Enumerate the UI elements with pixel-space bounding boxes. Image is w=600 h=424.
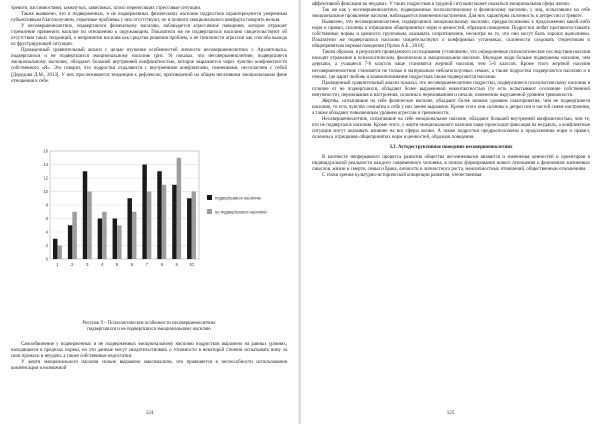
left-page-text-top xyxy=(11,6,287,85)
x-tick-label: 4 xyxy=(100,262,104,267)
x-tick-label: 6 xyxy=(130,262,134,267)
x-tick-label: 9 xyxy=(175,262,178,267)
x-tick-label: 8 xyxy=(160,262,163,267)
paragraph: Таким образом, в результате проведенного исследования установлено, что определенные психологические последствия насилия находят отражение в психологическом, физическом и эмоциональном насилии. Молодые люди больше подвержены насилию, чем девушки, а учащиеся 7-8 классов чаще становятся жертвой насилия, чем 5-6 классов. Кроме этого жертвой насилия несовершеннолетние становятся не только в материально неблагополучных семьях, а также подростки подвергаются насилию и в семьях, где царит любовь и взаимопонимание подростков также подвергаются насилию. xyxy=(312,50,590,80)
paragraph: Так же как у несовершеннолетних, подверженных психологическому и физическому насилию, у лиц, испытавших на себе эмоциональное проявление насилия, наблюдаются изменения настроения. Для них характерна склонность к депрессии и тревоге. xyxy=(312,8,590,20)
bar-not-abused xyxy=(147,192,151,260)
bar-not-abused xyxy=(177,158,181,259)
left-page xyxy=(0,0,299,424)
legend-label: не подвергшиеся насилию xyxy=(215,209,267,215)
y-tick-label: 4 xyxy=(45,229,48,235)
y-tick-label: 14 xyxy=(43,162,48,167)
paragraph: Также выявлено, что и подверженных, и не подверженных физическому насилию подростков характеризуются умеренным субъективным благополучием, серьезные проблемы у них отсутствуют, но и полного эмоционального комфорта говорить нельзя. xyxy=(11,12,287,24)
bar-not-abused xyxy=(132,212,136,259)
y-tick-label: 8 xyxy=(45,202,48,208)
caption-line-2: подвергшихся и не подвергшихся эмоциональному насилию xyxy=(87,327,211,332)
paragraph: тревоги, пассивностями, замкнутых, зависимых, плохо переносящих стрессовые ситуации. xyxy=(11,6,202,11)
bar-not-abused xyxy=(87,192,91,260)
bar-abused xyxy=(127,198,131,259)
paragraph: Несовершеннолетние, испытавшие на себе эмоциональное насилие, обладают большей внутренней конфликтностью, чем те, кто не подвергался насилию. Кроме этого, у жертв эмоционального насилия чаще происходит фиксация на неудачах, а конфликтные ситуации могут оказывать влияние на все сферы жизни. А также подростки предрасположены к продолжению норм и правил, склонны к отрицанию общепринятых норм и ценностей, образцов поведения. xyxy=(312,116,590,141)
x-tick-label: 5 xyxy=(115,262,119,267)
x-tick-label: 2 xyxy=(71,262,74,267)
y-tick-label: 6 xyxy=(45,216,48,221)
left-page-text-bottom xyxy=(11,342,287,372)
y-tick-label: 16 xyxy=(43,148,48,154)
y-tick-label: 10 xyxy=(43,189,48,194)
bar-abused xyxy=(98,219,102,260)
figure-caption xyxy=(20,321,278,333)
bar-abused xyxy=(187,198,191,259)
paragraph: Жертвы, испытавшие на себе физическое насилие, обладают более низким уровнем самопринятия, чем не подвергшиеся насилию, то есть чувство симпатии к себе у них менее выражено. Кроме этого они склонны к депрессии и частой смене настроения, а также обладают повышенным уровнем агрессии и тревожности. xyxy=(312,98,590,116)
x-tick-label: 10 xyxy=(189,262,194,267)
bar-abused xyxy=(68,225,72,259)
x-tick-label: 7 xyxy=(145,262,149,267)
bar-not-abused xyxy=(162,185,166,259)
bar-abused xyxy=(142,165,146,260)
bar-not-abused xyxy=(102,212,106,259)
x-tick-label: 1 xyxy=(56,262,59,267)
page-number-right: 125 xyxy=(446,411,455,416)
y-tick-label: 12 xyxy=(43,175,48,181)
paragraph: У жертв эмоционального насилия сильно выражено максимализм, что проявляется в неспособности использования компенсации и возможной xyxy=(11,360,287,372)
right-page xyxy=(301,0,600,424)
bar-not-abused xyxy=(192,192,196,260)
bar-abused xyxy=(172,185,176,259)
caption-line-1: Рисунок 9 – Психологические особенности несовершеннолетних xyxy=(82,321,216,326)
legend-swatch xyxy=(207,209,212,214)
legend-swatch xyxy=(207,195,212,200)
paragraph: У несовершеннолетних, подвергшихся физическому насилию, наблюдается агрессивное поведение, которое отражает стремление применять насилие по отношению к окружающим. Показатели же не подвергшихся насилию свидетельствуют об отсутствии таких тенденций, о непринятии насилия как средства решения проблем, о не типичности агрессии как способа выхода из фрустрирующей ситуации. xyxy=(11,24,287,48)
page-number-left: 124 xyxy=(145,411,154,416)
bar-chart xyxy=(36,146,269,271)
bar-abused xyxy=(157,171,161,259)
legend-label: подвергшиеся насилию xyxy=(215,195,261,201)
y-tick-label: 0 xyxy=(45,256,48,262)
paragraph: В контексте непрерывного процесса развития общества несомненными являются и изменения ценностей и ориентиров в индивидуальной реальности каждого современного человека, в поиске формирования нового отношения к феноменам жизненных смыслов, жизни и смерти, семьи и брака, личности и личностного роста, межличностных отношений, общественным отношениям. xyxy=(312,155,590,173)
bar-not-abused xyxy=(57,246,61,260)
paragraph: Выявлено, что несовершеннолетние, подвергшиеся эмоциональному насилию, предрасположены к продолжению какой-либо норм и правил, склонны к отрицанию общепринятых норм и ценностей, образцов поведения. Подростки любят противопоставлять собственные нормы и ценности групповым, оказывать сопротивление, несмотря на то, что они могут быть хорошо выполнены. Показатели же подвергшихся насилию свидетельствуют о конформных установках, склонности следовать стереотипам и общепринятым нормам поведения [Орлов А.Б., 2010]. xyxy=(312,20,590,50)
y-tick-label: 2 xyxy=(45,243,48,248)
bar-not-abused xyxy=(117,225,121,259)
chart-canvas xyxy=(36,146,269,271)
paragraph: аффективной фиксации на неудачах. У таких подростков в трудной ситуации может оказаться эмоциональная сфера жизни. xyxy=(312,2,570,7)
bar-not-abused xyxy=(72,212,76,259)
bar-abused xyxy=(83,171,87,259)
bar-abused xyxy=(53,239,57,259)
bar-abused xyxy=(113,219,117,260)
section-heading: 3.3. Аутодеструктивное поведение несовершеннолетних xyxy=(389,145,513,151)
paragraph: Проведенный сравнительный анализ показал, что несовершеннолетние подростки, подвергшиеся психологическому насилию в отличие от не подвергшихся, обладают более выраженной неконтактностью (то есть испытывают осознание собственной ненужности), переживания и настроения, склонны к переживаниям и печали, изменению нарушенной уровнем тревожности. xyxy=(312,80,590,98)
x-tick-label: 3 xyxy=(86,262,89,267)
paragraph: С точки зрения культурно-исторической концепции развития, отечественная xyxy=(322,173,482,179)
right-page-text xyxy=(312,2,590,179)
paragraph: Самообвинение у подверженных и не подверженных эмоциональному насилию подростков выражено на равных уровнях, находящиеся в пределах нормы, но эти данные могут свидетельствовать о готовности в некоторой степени испытывать вину за свои промахи и неудачи, а также собственные недостатки. xyxy=(11,342,287,360)
paragraph: Проведенный сравнительный анализ с целью изучения особенностей личности несовершеннолетних г. Архангельска, подвергшихся и не подвергшихся эмоциональному насилию (рис. 9) показал, что несовершеннолетние, подвергшиеся эмоциональному насилию, обладают большей внутренней конфликтностью, которое выражается через чувство конфликтности собственного «Я». Это говорит, что подростки отдаляются с внутренними конфликтами, сомнениями, несогласием с собой [Дорудова Д.М., 2013]. У них прослеживается тенденция к рефлексии, противоречий на общем негативном эмоциональном фоне отношения к себе. xyxy=(11,48,287,84)
